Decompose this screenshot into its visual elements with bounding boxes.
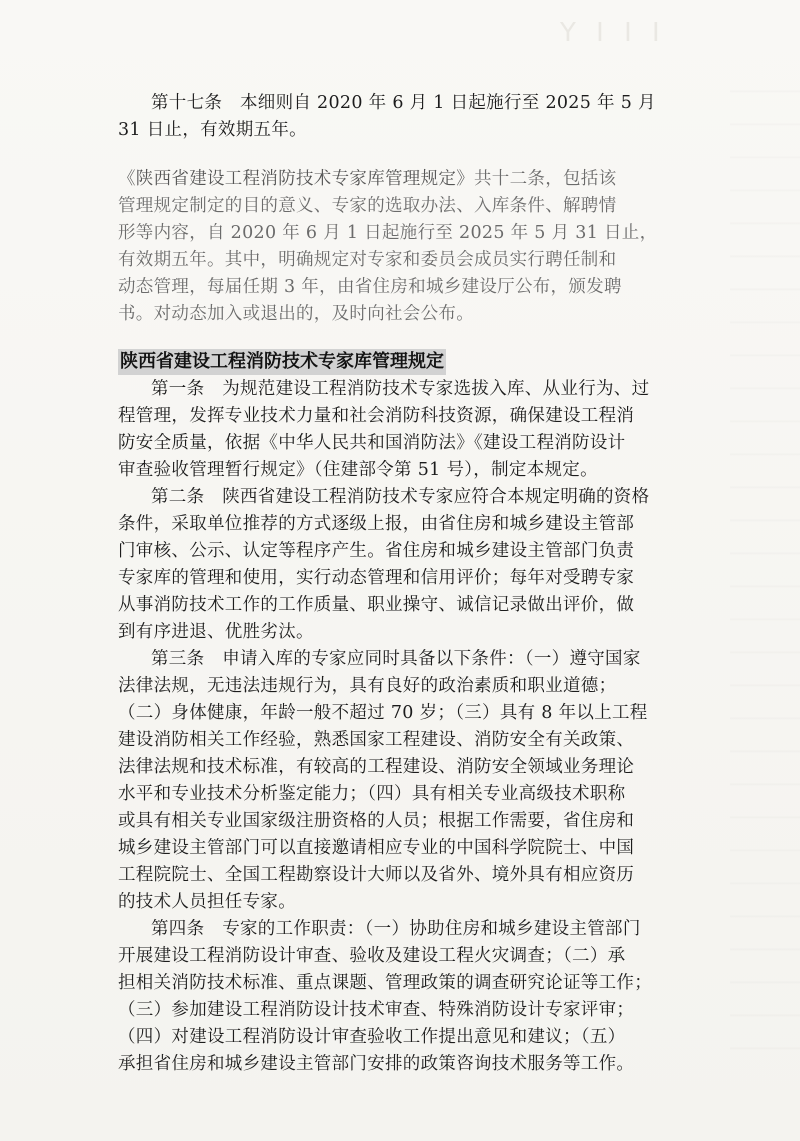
article-3-line: 工程院院士、全国工程勘察设计大师以及省外、境外具有相应资历	[118, 865, 635, 885]
article-3-line: 城乡建设主管部门可以直接邀请相应专业的中国科学院院士、中国	[118, 838, 635, 858]
regulation-body	[118, 376, 698, 1078]
article-3-line: 或具有相关专业国家级注册资格的人员；根据工作需要，省住房和	[118, 811, 635, 831]
section-heading-wrap	[118, 349, 446, 375]
article-1-line: 程管理，发挥专业技术力量和社会消防科技资源，确保建设工程消	[118, 406, 635, 426]
article-4-line: 担相关消防技术标准、重点课题、管理政策的调查研究论证等工作；	[118, 973, 652, 993]
summary-line: 有效期五年。其中，明确规定对专家和委员会成员实行聘任制和	[118, 250, 617, 270]
article-1-line: 审查验收管理暂行规定》（住建部令第 51 号），制定本规定。	[118, 460, 598, 480]
summary-line-1-rest: 共十二条，包括该	[474, 169, 617, 189]
article-3-line: 法律法规，无违法违规行为，具有良好的政治素质和职业道德；	[118, 676, 617, 696]
article-4-line: 开展建设工程消防设计审查、验收及建设工程火灾调查；（二）承	[118, 946, 626, 966]
show-through-lines	[730, 60, 800, 1060]
article-2-line: 门审核、公示、认定等程序产生。省住房和城乡建设主管部门负责	[118, 541, 635, 561]
article-3-line: 第三条 申请入库的专家应同时具备以下条件：（一）遵守国家	[151, 649, 641, 669]
article-17-line-1: 第十七条 本细则自 2020 年 6 月 1 日起施行至 2025 年 5 月	[151, 93, 656, 113]
section-heading: 陕西省建设工程消防技术专家库管理规定	[118, 349, 446, 375]
article-4-line: 承担省住房和城乡建设主管部门安排的政策咨询技术服务等工作。	[118, 1054, 635, 1074]
summary-line: 形等内容，自 2020 年 6 月 1 日起施行至 2025 年 5 月 31 日止，	[118, 223, 658, 243]
article-4-line: 第四条 专家的工作职责：（一）协助住房和城乡建设主管部门	[151, 919, 641, 939]
article-2-line: 第二条 陕西省建设工程消防技术专家应符合本规定明确的资格	[151, 487, 650, 507]
article-2-line: 从事消防技术工作的工作质量、职业操守、诚信记录做出评价，做	[118, 595, 635, 615]
article-3-line: 建设消防相关工作经验，熟悉国家工程建设、消防安全有关政策、	[118, 730, 635, 750]
summary-line: 动态管理，每届任期 3 年，由省住房和城乡建设厅公布，颁发聘	[118, 277, 622, 297]
article-1-line: 防安全质量，依据《中华人民共和国消防法》《建设工程消防设计	[118, 433, 626, 453]
summary-paragraph	[118, 166, 698, 328]
article-2-line: 条件，采取单位推荐的方式逐级上报，由省住房和城乡建设主管部	[118, 514, 635, 534]
article-2-line: 到有序进退、优胜劣汰。	[118, 622, 314, 642]
show-through-mark: Y I I I	[560, 18, 666, 48]
article-3-line: 法律法规和技术标准，有较高的工程建设、消防安全领域业务理论	[118, 757, 635, 777]
article-3-line: 水平和专业技术分析鉴定能力；（四）具有相关专业高级技术职称	[118, 784, 626, 804]
article-17-line-2: 31 日止，有效期五年。	[118, 120, 307, 140]
article-17	[118, 90, 698, 144]
article-1-line: 第一条 为规范建设工程消防技术专家选拔入库、从业行为、过	[151, 379, 650, 399]
article-4-line: （三）参加建设工程消防设计技术审查、特殊消防设计专家评审；	[118, 1000, 635, 1020]
summary-line: 书。对动态加入或退出的，及时向社会公布。	[118, 304, 474, 324]
article-4-line: （四）对建设工程消防设计审查验收工作提出意见和建议；（五）	[118, 1027, 626, 1047]
article-3-line: 的技术人员担任专家。	[118, 892, 296, 912]
article-2-line: 专家库的管理和使用，实行动态管理和信用评价；每年对受聘专家	[118, 568, 635, 588]
summary-title-ref: 《陕西省建设工程消防技术专家库管理规定》	[118, 169, 474, 189]
article-3-line: （二）身体健康，年龄一般不超过 70 岁；（三）具有 8 年以上工程	[118, 703, 648, 723]
summary-line: 管理规定制定的目的意义、专家的选取办法、入库条件、解聘情	[118, 196, 617, 216]
